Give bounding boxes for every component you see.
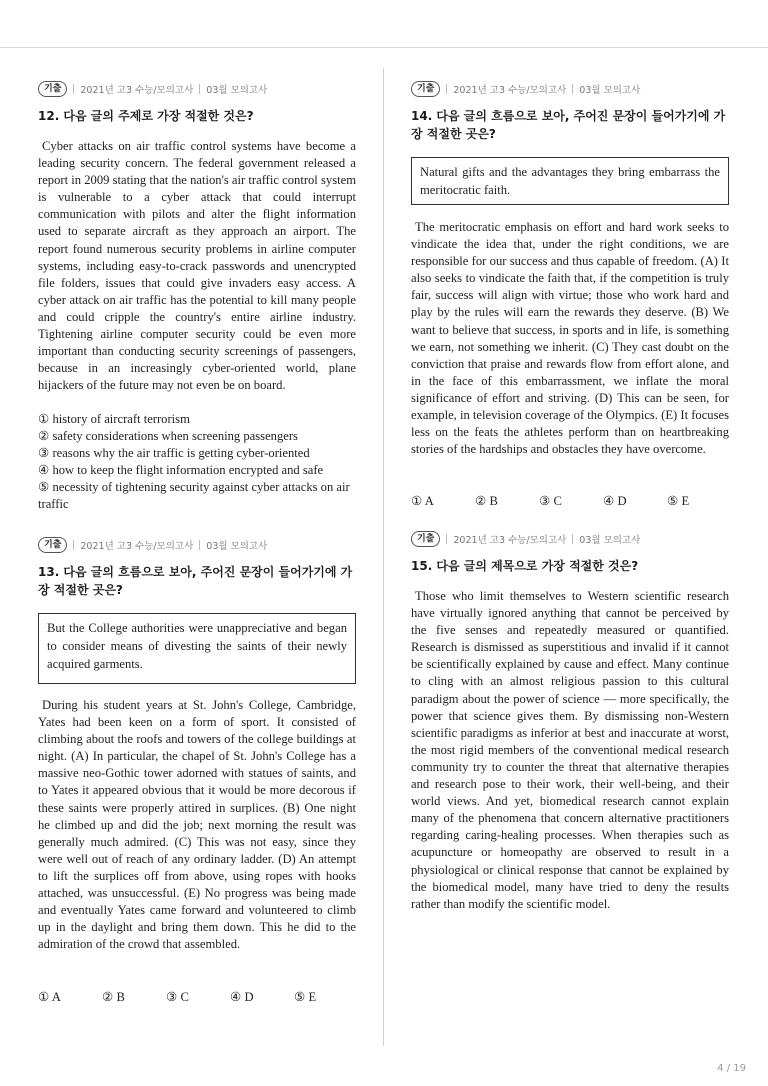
q12-passage: Cyber attacks on air traffic control systems have become a leading security concern. The federal government released a report in 2009 stating that the nation's air traffic control system is vulnerable to a cyber attack that could interrupt communication with pilots and alter the flight information used to separate aircraft as they approach an airport. The report found numerous security problems in airline computer systems, including easy-to-crack passwords and unencrypted file folders, issues that could give invaders easy access. A cyber attack on air traffic has the potential to kill many people and could cripple the country's entire airline industry. Tightening airline computer security could be even more important than conducting security screenings of passengers, because in an increasingly cyber-oriented world, plane hijackers of the future may not even be on board. — [38, 139, 356, 393]
q15-passage: Those who limit themselves to Western scientific research have virtually ignored anything that cannot be perceived by the five senses and repeatedly measured or quantified. Research is dismissed as superstitious and invalid if it cannot be scientifically explained by cause and effect. Many continue to cling with an almost religious passion to this cultural paradigm about the power of science — more specifically, the power that science gives them. By dismissing non-Western scientific paradigms as inferior at best and inaccurate at worst, the most rigid members of the conventional medical research community try to counter the threat that alternative therapies and research pose to their work, their well-being, and their world views. And yet, biomedical research cannot explain many of the phenomena that concern alternative practitioners regarding caring-healing processes. When therapies such as acupuncture or homeopathy are observed to result in a physiological or clinical response that cannot be explained by the biomedical model, many have tried to deny the results rather than modify the scientific model. — [411, 589, 729, 911]
q13-choice-e[interactable]: ⑤ E — [294, 990, 317, 1004]
q13-exam: 03월 모의고사 — [206, 541, 268, 552]
q12-source-tag — [38, 81, 267, 97]
q13-given-sentence-box: But the College authorities were unappreciative and began to consider means of divesting the saints of their newly acquired garments. — [38, 613, 356, 684]
q13-choices — [38, 989, 358, 1005]
column-divider — [383, 68, 384, 1046]
q15-source: 2021년 고3 수능/모의고사 — [453, 535, 567, 546]
header-rule — [0, 47, 768, 48]
q12-source: 2021년 고3 수능/모의고사 — [80, 85, 194, 96]
page-number: 4 / 19 — [717, 1063, 746, 1074]
q14-choice-a[interactable]: ① A — [411, 494, 434, 508]
q13-badge: 기출 — [38, 537, 67, 553]
q15-title: 15. 다음 글의 제목으로 가장 적절한 것은? — [411, 559, 639, 573]
q13-choice-c[interactable]: ③ C — [166, 990, 189, 1004]
q14-choice-c[interactable]: ③ C — [539, 494, 562, 508]
q14-source-tag — [411, 81, 640, 97]
q13-source: 2021년 고3 수능/모의고사 — [80, 541, 194, 552]
q13-title: 13. 다음 글의 흐름으로 보아, 주어진 문장이 들어가기에 가장 적절한 곳은? — [38, 565, 353, 597]
q15-badge: 기출 — [411, 531, 440, 547]
q13-choice-a[interactable]: ① A — [38, 990, 61, 1004]
q12-title: 12. 다음 글의 주제로 가장 적절한 것은? — [38, 109, 254, 123]
q14-passage: The meritocratic emphasis on effort and hard work seeks to vindicate the idea that, under the right conditions, we are responsible for our success and thus capable of freedom. (A) It also seeks to vindicate the faith that, if the competition is truly fair, success will align with virtue; those who work hard and play by the rules will earn the rewards they deserve. (B) We want to believe that success, in sports and in life, is something we earn, not something we inherit. (C) They cast doubt on the conviction that praise and rewards flow from effort alone, and in the face of this embarrassment, we inflate the moral significance of effort and striving. (D) This can be seen, for example, in television coverage of the Olympics. (E) It focuses less on the feats the athletes perform than on heartbreaking stories of the hardships and obstacles they have overcome. — [411, 220, 729, 457]
q12-option-4[interactable]: ④ how to keep the flight information encrypted and safe — [38, 463, 324, 478]
q14-choice-d[interactable]: ④ D — [603, 494, 627, 508]
q15-source-tag — [411, 531, 640, 547]
q13-choice-d[interactable]: ④ D — [230, 990, 254, 1004]
q12-option-3[interactable]: ③ reasons why the air traffic is getting cyber-oriented — [38, 446, 310, 461]
q15-exam: 03월 모의고사 — [579, 535, 641, 546]
q14-title: 14. 다음 글의 흐름으로 보아, 주어진 문장이 들어가기에 가장 적절한 곳은? — [411, 109, 726, 141]
q12-badge: 기출 — [38, 81, 67, 97]
q14-source: 2021년 고3 수능/모의고사 — [453, 85, 567, 96]
q14-choices — [411, 493, 731, 509]
q14-choice-e[interactable]: ⑤ E — [667, 494, 690, 508]
q12-option-5[interactable]: ⑤ necessity of tightening security against cyber attacks on air traffic — [38, 480, 350, 512]
q12-options — [38, 411, 356, 514]
q12-option-2[interactable]: ② safety considerations when screening passengers — [38, 429, 298, 444]
q13-choice-b[interactable]: ② B — [102, 990, 125, 1004]
q14-exam: 03월 모의고사 — [579, 85, 641, 96]
q13-passage: During his student years at St. John's College, Cambridge, Yates had been keen on a form of sport. It consisted of climbing about the roofs and towers of the college buildings at night. (A) In particular, the chapel of St. John's College has a massive neo-Gothic tower adorned with statues of saints, and to Yates it appeared obvious that it would be more decorous if these saints were properly attired in surplices. (B) One night he climbed up and did the job; next morning the result was generally much admired. (C) This was not easy, since they were well out of reach of any ordinary ladder. (D) An attempt to lift the surplices off from above, using ropes with hooks attached, was unsuccessful. (E) No progress was being made and eventually Yates came forward and volunteered to climb up in the daylight and bring them down. This he did to the admiration of the crowd that assembled. — [38, 698, 356, 952]
q13-source-tag — [38, 537, 267, 553]
q12-exam: 03월 모의고사 — [206, 85, 268, 96]
q14-badge: 기출 — [411, 81, 440, 97]
q14-choice-b[interactable]: ② B — [475, 494, 498, 508]
q12-option-1[interactable]: ① history of aircraft terrorism — [38, 412, 190, 426]
q14-given-sentence-box: Natural gifts and the advantages they bring embarrass the meritocratic faith. — [411, 157, 729, 205]
